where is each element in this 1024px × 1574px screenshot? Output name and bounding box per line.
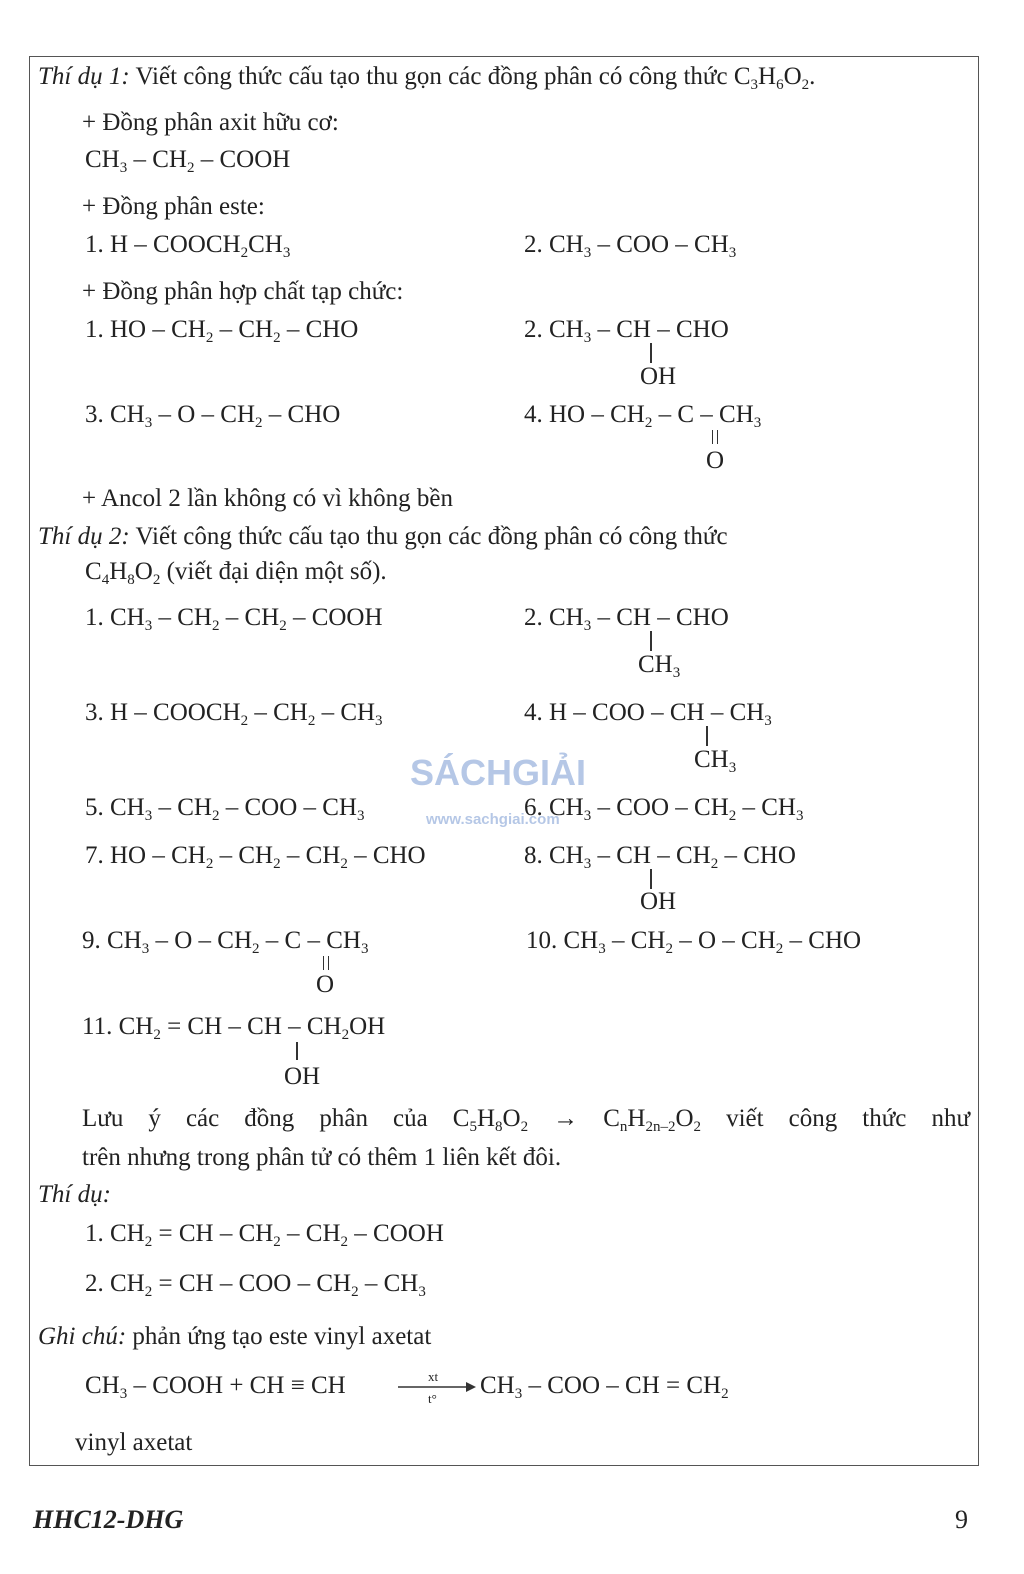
- double-bond: [712, 430, 718, 444]
- note-text: phản ứng tạo este vinyl axetat: [132, 1323, 432, 1350]
- example-2-heading: [38, 522, 728, 552]
- isomer-1: 1. $CH_3 - CH_2 - CH_2$ – COOH: [85, 604, 383, 634]
- reaction-rhs: $CH_3$ – COO – CH = $CH_2$: [480, 1372, 729, 1402]
- isomer-4: 4. H – COO – CH – $CH_3$: [524, 699, 772, 729]
- isomer-6: 6. $CH_3$ – COO – $CH_2 - CH_3$: [524, 794, 804, 824]
- ester-heading: + Đồng phân este:: [82, 193, 265, 220]
- bond-line: [650, 869, 652, 889]
- example-2-formula: $C_4H_8O_2$ (viết đại diện một số).: [85, 558, 387, 588]
- example-label: Thí dụ 1:: [38, 63, 130, 90]
- example-1-heading: [38, 62, 815, 92]
- remark-line-1: Lưu ý các đồng phân của $C_5H_8O_2 \to C_nH_{2n-2}O_2$ viết công thức như: [82, 1105, 970, 1135]
- footer-code: HHC12-DHG: [33, 1505, 184, 1534]
- ester-formula-1: 1. H – $COOCH_2CH_3$: [85, 231, 291, 261]
- note-heading: [38, 1322, 431, 1352]
- example-text: Viết công thức cấu tạo thu gọn các đồng phân có công thức: [135, 63, 728, 90]
- double-bond: [323, 956, 329, 970]
- acid-formula: $CH_3 - CH_2$ – COOH: [85, 146, 291, 176]
- isomer-2: 2. $CH_3$ – CH – CHO: [524, 604, 729, 634]
- isomer-7: 7. HO – $CH_2 - CH_2 - CH_2$ – CHO: [85, 842, 426, 872]
- example-label: Thí dụ 2:: [38, 523, 130, 550]
- example-3-formula-2: 2. $CH_2$ = CH – COO – $CH_2 - CH_3$: [85, 1270, 426, 1300]
- substituent: O: [316, 971, 335, 998]
- watermark-logo: SÁCHGIẢI: [410, 752, 587, 793]
- isomer-10: 10. $CH_3 - CH_2$ – O – $CH_2$ – CHO: [526, 927, 862, 957]
- page-number: 9: [955, 1505, 968, 1534]
- bond-line: [296, 1042, 298, 1060]
- example-3-formula-1: 1. $CH_2$ = CH – $CH_2 - CH_2$ – COOH: [85, 1220, 444, 1250]
- mixed-heading: + Đồng phân hợp chất tạp chức:: [82, 278, 404, 305]
- bond-line: [650, 631, 652, 651]
- note-label: Ghi chú:: [38, 1323, 127, 1350]
- mixed-formula-3: 3. $CH_3$ – O – $CH_2$ – CHO: [85, 401, 341, 431]
- mixed-formula-4: 4. HO – $CH_2$ – C – $CH_3$: [524, 401, 762, 431]
- formula: $C_3H_6O_2$.: [733, 63, 816, 93]
- substituent: OH: [284, 1063, 321, 1090]
- arrow-label-bottom: t°: [428, 1391, 437, 1406]
- substituent: $CH_3$: [638, 651, 681, 681]
- mixed-formula-1: 1. HO – $CH_2 - CH_2$ – CHO: [85, 316, 359, 346]
- isomer-3: 3. H – $COOCH_2 - CH_2 - CH_3$: [85, 699, 383, 729]
- isomer-11: 11. $CH_2$ = CH – CH – $CH_2OH$: [82, 1013, 386, 1043]
- example-3-label: Thí dụ:: [38, 1181, 111, 1208]
- bond-line: [706, 726, 708, 746]
- substituent: OH: [640, 888, 677, 915]
- substituent: $CH_3$: [694, 746, 737, 776]
- example-text: Viết công thức cấu tạo thu gọn các đồng phân có công thức: [135, 523, 728, 550]
- product-name: vinyl axetat: [75, 1429, 193, 1456]
- bond-line: [650, 343, 652, 363]
- isomer-9: 9. $CH_3$ – O – $CH_2$ – C – $CH_3$: [82, 927, 369, 957]
- ester-formula-2: 2. $CH_3$ – COO – $CH_3$: [524, 231, 737, 261]
- arrow-label-top: xt: [428, 1369, 439, 1384]
- mixed-formula-2: 2. $CH_3$ – CH – CHO: [524, 316, 729, 346]
- note-line: + Ancol 2 lần không có vì không bền: [82, 485, 453, 512]
- isomer-8: 8. $CH_3$ – CH – $CH_2$ – CHO: [524, 842, 796, 872]
- reaction-lhs: $CH_3$ – COOH + CH ≡ CH: [85, 1372, 346, 1402]
- remark-line-2: trên nhưng trong phân tử có thêm 1 liên kết đôi.: [82, 1144, 562, 1171]
- watermark-url: www.sachgiai.com: [426, 811, 560, 828]
- substituent: O: [706, 447, 725, 474]
- substituent: OH: [640, 363, 677, 390]
- acid-heading: + Đồng phân axit hữu cơ:: [82, 109, 339, 136]
- isomer-5: 5. $CH_3 - CH_2$ – COO – $CH_3$: [85, 794, 365, 824]
